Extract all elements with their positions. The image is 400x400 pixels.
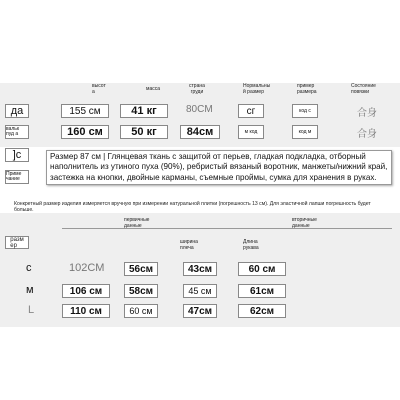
row1-label: да: [5, 104, 29, 118]
row1-chest: 80CM: [186, 104, 213, 115]
t2-row2-c4: 61см: [238, 284, 286, 298]
header-sleeve: Длина рукава: [243, 239, 259, 251]
row1-height: 155 см: [61, 104, 109, 118]
header-size: разм ер: [5, 236, 29, 249]
t2-row1-c1: 102CM: [69, 262, 105, 274]
desc-label: ]c: [5, 148, 29, 162]
t2-row1-c2: 56см: [124, 262, 158, 276]
header-first-group: первичные данные: [124, 217, 150, 229]
t2-row1-c3: 43см: [183, 262, 217, 276]
t2-row2-label: м: [26, 284, 34, 296]
table2-header-band: [0, 213, 400, 250]
t2-row3-c2: 60 см: [124, 304, 158, 318]
t2-row3-label: L: [28, 304, 35, 316]
row1-code: код с: [292, 104, 318, 118]
row1-size: сг: [238, 104, 264, 118]
header-normal-size: Нормальны й размер: [243, 83, 271, 95]
measurement-note: Конкретный размер изделия измеряется вручную при измерении натуральной плитки (погрешность 13 см). Для эластичной лапши погрешность будет больше.: [14, 201, 371, 214]
note-label: Приме чание: [5, 170, 29, 184]
row2-size: м код: [238, 125, 264, 139]
row1-bandage: 合身: [357, 108, 377, 119]
t2-row3-c1: 110 см: [62, 304, 110, 318]
header-width: ширина плеча: [180, 239, 198, 251]
t2-row2-c1: 106 см: [62, 284, 110, 298]
header-chest: страна груди: [189, 83, 205, 95]
row1-mass: 41 кг: [120, 104, 168, 118]
t2-row3-c3: 47см: [183, 304, 217, 318]
t2-row1-label: с: [26, 262, 32, 274]
row2-code: код м: [292, 125, 318, 139]
header-height: высот а: [92, 83, 106, 95]
t2-row2-c2: 58см: [124, 284, 158, 298]
product-description: Размер 87 см | Глянцевая ткань с защитой от перьев, гладкая подкладка, отборный наполнитель из утиного пуха (90%), ребристый вязаный воротник, манжеты/нижний край, застежка на кнопки, двойные карманы, съемные проймы, сумка для хранения в руках.: [46, 150, 392, 185]
row2-bandage: 合身: [357, 129, 377, 140]
row2-height: 160 см: [61, 125, 109, 139]
header-mass: масса: [146, 86, 160, 92]
row2-label: вальк пуд а: [5, 125, 29, 139]
t2-row3-c4: 62см: [238, 304, 286, 318]
header-second-group: вторичные данные: [292, 217, 317, 229]
header-bandage: Состояние повязки: [351, 83, 376, 95]
t2-row1-c4: 60 см: [238, 262, 286, 276]
row2-chest: 84см: [180, 125, 220, 139]
header-sample-size: пример размера: [297, 83, 317, 95]
t2-row2-c3: 45 см: [183, 284, 217, 298]
row2-mass: 50 кг: [120, 125, 168, 139]
table2-divider: [62, 228, 392, 229]
